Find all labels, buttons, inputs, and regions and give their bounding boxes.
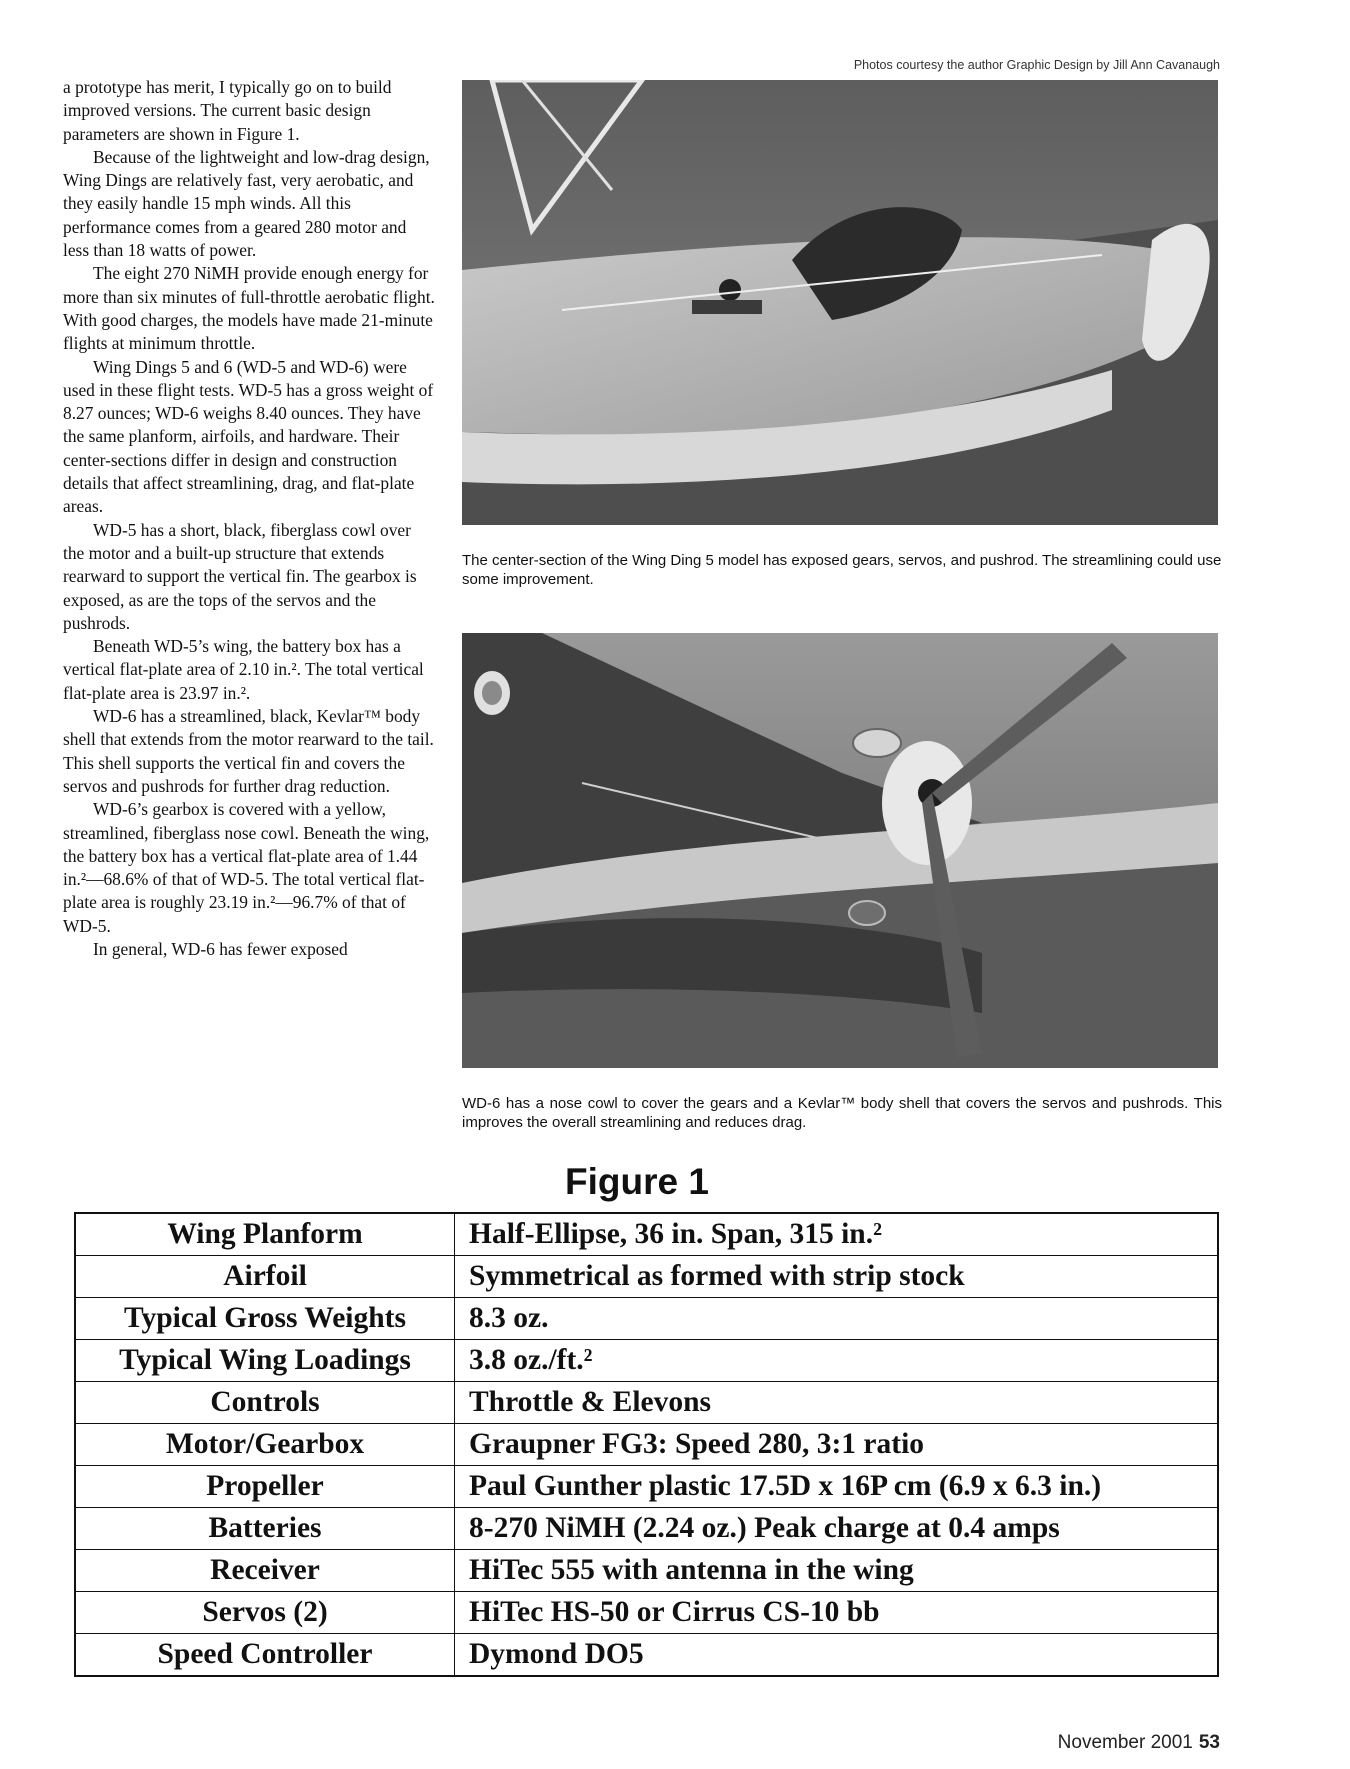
parameter-value: Dymond DO5 (455, 1634, 1219, 1677)
parameter-value: Throttle & Elevons (455, 1382, 1219, 1424)
body-paragraph: WD-5 has a short, black, fiberglass cowl over the motor and a built-up structure that extends rearward to support the vertical fin. The gearbox is exposed, as are the tops of the servos and the pushrods. (63, 519, 417, 633)
parameter-label: Speed Controller (75, 1634, 455, 1677)
wd5-photo-illustration (462, 80, 1218, 525)
page-number: 53 (1198, 1732, 1220, 1753)
parameter-label: Airfoil (75, 1256, 455, 1298)
body-paragraph: Beneath WD-5’s wing, the battery box has a vertical flat-plate area of 2.10 in.². The total vertical flat-plate area is 23.97 in.². (63, 636, 424, 703)
parameter-label: Receiver (75, 1550, 455, 1592)
parameter-value: Symmetrical as formed with strip stock (455, 1256, 1219, 1298)
wd6-photo-illustration (462, 633, 1218, 1068)
table-row (75, 1592, 1218, 1634)
body-paragraph: Because of the lightweight and low-drag design, Wing Dings are relatively fast, very aerobatic, and they easily handle 15 mph winds. All this performance comes from a geared 280 motor and less than 18 watts of power. (63, 146, 430, 261)
parameter-label: Typical Wing Loadings (75, 1340, 455, 1382)
parameter-value: 8-270 NiMH (2.24 oz.) Peak charge at 0.4 amps (455, 1508, 1219, 1550)
table-row (75, 1213, 1218, 1256)
page-footer (1058, 1732, 1220, 1754)
photo-credit: Photos courtesy the author Graphic Design by Jill Ann Cavanaugh (853, 58, 1220, 72)
wd6-photo-caption: WD-6 has a nose cowl to cover the gears and a Kevlar™ body shell that covers the servos and pushrods. This improves the overall streamlining and reduces drag. (462, 1095, 1222, 1131)
parameter-label: Typical Gross Weights (75, 1298, 455, 1340)
body-paragraph: In general, WD-6 has fewer exposed (93, 938, 348, 959)
wd5-center-section-photo (462, 80, 1218, 525)
table-row (75, 1340, 1218, 1382)
parameter-label: Motor/Gearbox (75, 1424, 455, 1466)
table-row (75, 1466, 1218, 1508)
parameter-value: Half-Ellipse, 36 in. Span, 315 in.² (455, 1213, 1219, 1256)
parameter-value: 8.3 oz. (455, 1298, 1219, 1340)
parameter-value: HiTec HS-50 or Cirrus CS-10 bb (455, 1592, 1219, 1634)
body-paragraph: Wing Dings 5 and 6 (WD-5 and WD-6) were used in these flight tests. WD-5 has a gross weight of 8.27 ounces; WD-6 weighs 8.40 ounces. They have the same planform, airfoils, and hardware. Their center-sections differ in design and construction details that affect streamlining, drag, and flat-plate areas. (63, 356, 434, 517)
parameter-value: Graupner FG3: Speed 280, 3:1 ratio (455, 1424, 1219, 1466)
table-row (75, 1508, 1218, 1550)
parameter-label: Controls (75, 1382, 455, 1424)
parameter-label: Propeller (75, 1466, 455, 1508)
wd6-nose-cowl-photo (462, 633, 1218, 1068)
body-paragraph: WD-6’s gearbox is covered with a yellow, streamlined, fiberglass nose cowl. Beneath the wing, the battery box has a vertical flat-plate area of 1.44 in.²—68.6% of that of WD-5. The total vertical flat-plate area is roughly 23.19 in.²—96.7% of that of WD-5. (63, 799, 430, 936)
figure-title: Figure 1 (565, 1161, 709, 1202)
issue-date: November 2001 (1057, 1732, 1193, 1753)
wd5-photo-caption: The center-section of the Wing Ding 5 model has exposed gears, servos, and pushrod. The streamlining could use some improvement. (462, 552, 1222, 588)
table-row (75, 1256, 1218, 1298)
design-parameters-table (74, 1212, 1219, 1677)
parameter-value: HiTec 555 with antenna in the wing (455, 1550, 1219, 1592)
table-row (75, 1382, 1218, 1424)
parameter-value: 3.8 oz./ft.² (455, 1340, 1219, 1382)
table-row (75, 1550, 1218, 1592)
parameter-label: Batteries (75, 1508, 455, 1550)
table-row (75, 1424, 1218, 1466)
parameter-label: Wing Planform (75, 1213, 455, 1256)
parameter-label: Servos (2) (75, 1592, 455, 1634)
table-row (75, 1298, 1218, 1340)
body-paragraph: The eight 270 NiMH provide enough energy for more than six minutes of full-throttle aerobatic flight. With good charges, the models have made 21-minute flights at minimum throttle. (63, 263, 435, 354)
body-paragraph: WD-6 has a streamlined, black, Kevlar™ body shell that extends from the motor rearward to the tail. This shell supports the vertical fin and covers the servos and pushrods for further drag reduction. (63, 706, 434, 796)
body-paragraph: a prototype has merit, I typically go on to build improved versions. The current basic design parameters are shown in Figure 1. (63, 77, 392, 144)
parameter-value: Paul Gunther plastic 17.5D x 16P cm (6.9 x 6.3 in.) (455, 1466, 1219, 1508)
table-row (75, 1634, 1218, 1677)
body-text-column (63, 76, 435, 961)
